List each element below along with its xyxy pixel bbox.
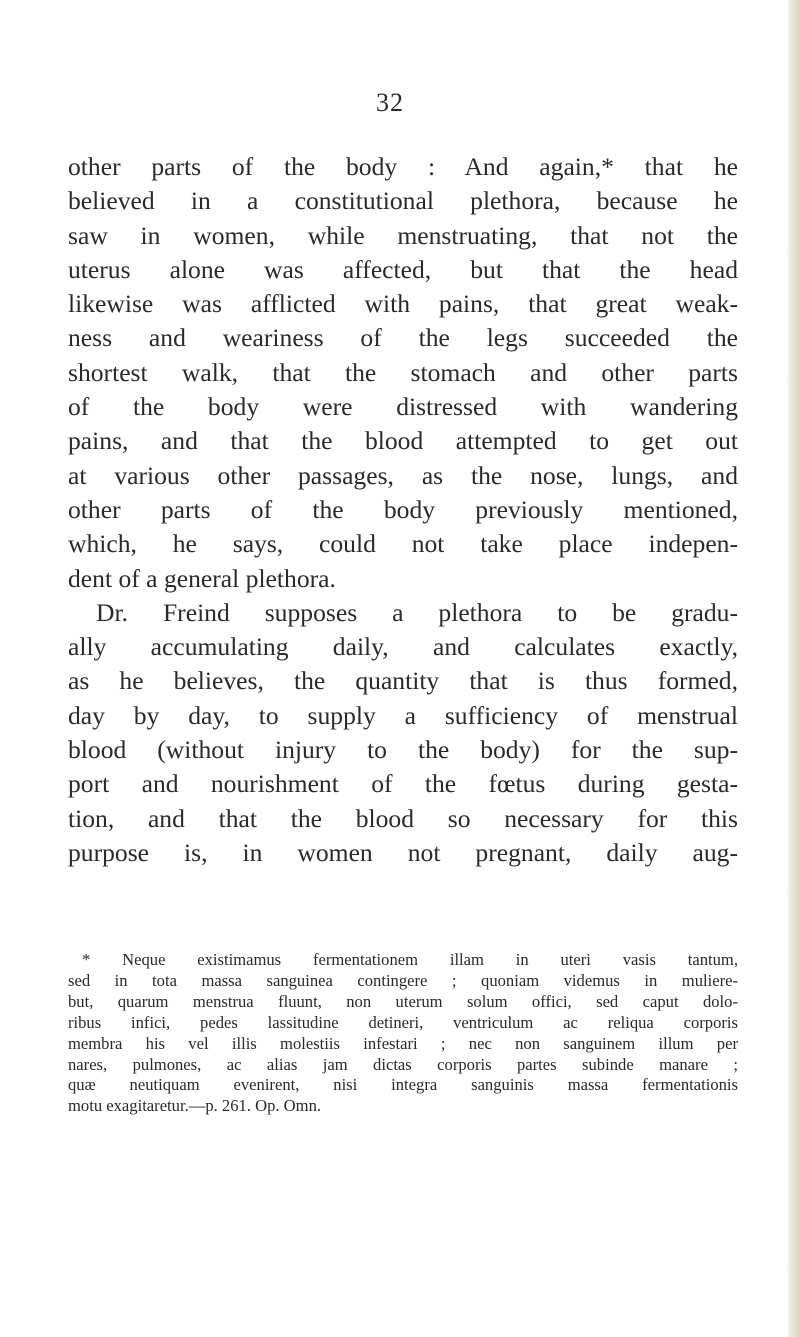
body-line: Dr. Freind supposes a plethora to be gradu- [96,597,738,627]
body-line: pains, and that the blood attempted to get out [68,426,738,456]
body-line: ness and weariness of the legs succeeded the [68,323,738,353]
body-line: shortest walk, that the stomach and other parts [68,357,738,387]
footnote [68,950,738,1117]
body-line: of the body were distressed with wandering [68,392,738,422]
body-line: port and nourishment of the fœtus during gesta- [68,769,738,799]
body-text [68,150,738,870]
page-edge-shadow [786,0,800,1337]
body-line: at various other passages, as the nose, lungs, and [68,460,738,490]
footnote-line: motu exagitaretur.—p. 261. Op. Omn. [68,1096,322,1116]
body-line: as he believes, the quantity that is thus formed, [68,666,738,696]
body-line: other parts of the body previously mentioned, [68,494,738,524]
footnote-line: sed in tota massa sanguinea contingere ; quoniam videmus in muliere- [68,970,738,990]
body-line: ally accumulating daily, and calculates exactly, [68,632,738,662]
body-line: dent of a general plethora. [68,563,336,593]
body-line: tion, and that the blood so necessary for this [68,803,738,833]
footnote-line: nares, pulmones, ac alias jam dictas corporis partes subinde manare ; [68,1054,738,1074]
footnote-line: ribus infici, pedes lassitudine detineri, ventriculum ac reliqua corporis [68,1012,738,1032]
footnote-line: quæ neutiquam evenirent, nisi integra sanguinis massa fermentationis [68,1075,738,1095]
body-line: blood (without injury to the body) for the sup- [68,735,738,765]
body-line: saw in women, while menstruating, that not the [68,220,738,250]
body-line: which, he says, could not take place indepen- [68,529,738,559]
footnote-line: but, quarum menstrua fluunt, non uterum solum offici, sed caput dolo- [68,991,738,1011]
body-line: uterus alone was affected, but that the head [68,254,738,284]
body-line: other parts of the body : And again,* that he [68,152,738,181]
body-line: day by day, to supply a sufficiency of menstrual [68,700,738,730]
body-line: believed in a constitutional plethora, because he [68,186,738,216]
body-line: purpose is, in women not pregnant, daily aug- [68,837,738,867]
footnote-line: * Neque existimamus fermentationem illam in uteri vasis tantum, [82,950,738,969]
footnote-line: membra his vel illis molestiis infestari ; nec non sanguinem illum per [68,1033,738,1053]
page-number: 32 [376,88,404,117]
body-line: likewise was afflicted with pains, that great weak- [68,289,738,319]
